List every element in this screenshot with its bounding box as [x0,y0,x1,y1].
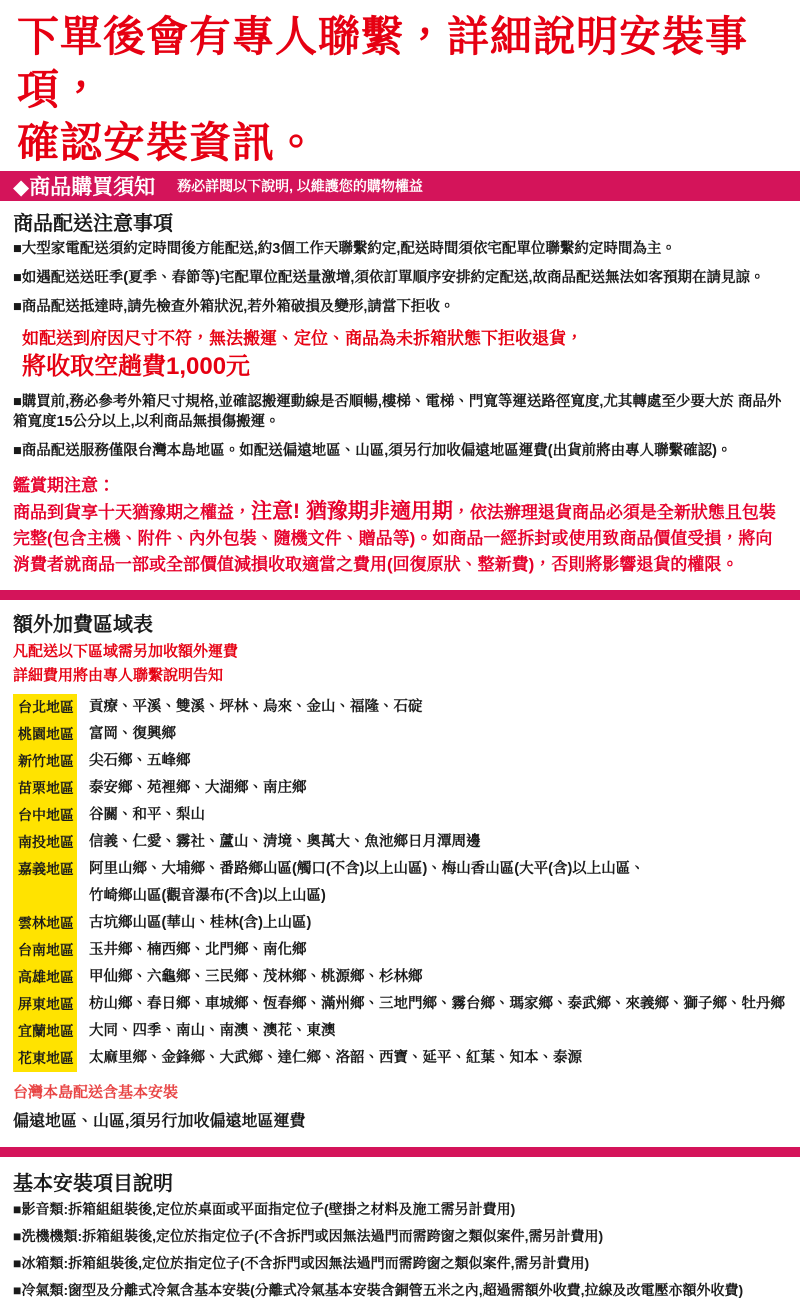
install-bullet: ■影音類:拆箱組組裝後,定位於桌面或平面指定位子(壁掛之材料及施工需另計費用) [13,1201,516,1217]
purchase-notice-banner [0,171,800,201]
region-districts-line: 玉井鄉、楠西鄉、北門鄉、南化鄉 [89,942,307,958]
region-districts-line: 大同、四季、南山、南澳、澳花、東澳 [89,1023,336,1039]
appreciation-period-title: 鑑賞期注意： [13,476,115,495]
region-row [13,991,787,1018]
region-label: 台北地區 [13,694,77,721]
region-districts-line: 甲仙鄉、六龜鄉、三民鄉、茂林鄉、桃源鄉、杉林鄉 [89,969,423,985]
region-row [13,802,787,829]
delivery-notes-section [0,211,800,578]
region-districts [77,856,787,910]
extra-fee-regions-section [0,612,800,1133]
regions-section-heading: 額外加費區域表 [13,614,153,636]
region-label: 台中地區 [13,802,77,829]
region-districts [77,802,787,829]
region-districts-line: 富岡、復興鄉 [89,726,176,742]
size-warning [22,326,787,382]
delivery-bullet: ■如遇配送送旺季(夏季、春節等)宅配單位配送量激增,須依訂單順序安排約定配送,故商品配送無法如客預期在請見諒。 [13,270,765,286]
region-districts [77,937,787,964]
region-districts-line: 貢療、平溪、雙溪、坪林、烏來、金山、福隆、石碇 [89,699,423,715]
region-label: 宜蘭地區 [13,1018,77,1045]
delivery-bullet: ■商品配送服務僅限台灣本島地區。如配送偏遠地區、山區,須另行加收偏遠地區運費(出貨前將由專人聯繫確認)。 [13,443,732,459]
region-row [13,937,787,964]
notice-text-after: ，依法辦理退貨商品必須是全新狀態且包裝完整(包含主機、附件、內外包裝、隨機文件、贈品等)。如商品一經拆封或使用致商品價值受損，將向消費者就商品一部或全部價值減損收取適當之費用(回復原狀、整新費)，否則將影響退貨的權限。 [13,503,776,574]
delivery-bullet: ■商品配送抵達時,請先檢查外箱狀況,若外箱破損及變形,請當下拒收。 [13,299,455,315]
region-row [13,694,787,721]
region-districts [77,829,787,856]
delivery-bullet: ■購買前,務必參考外箱尺寸規格,並確認搬運動線是否順暢,樓梯、電梯、門寬等運送路徑寬度,尤其轉處至少要大於 商品外箱寬度15公分以上,以利商品無損傷搬運。 [13,394,782,430]
banner-subtitle: 務必詳閱以下說明, 以維護您的購物權益 [177,178,423,194]
region-table [13,694,787,1072]
page-title [0,0,800,169]
region-label: 嘉義地區 [13,856,77,910]
delivery-bullet: ■大型家電配送須約定時間後方能配送,約3個工作天聯繫約定,配送時間須依宅配單位聯繫約定時間為主。 [13,241,676,257]
empty-trip-fee-text: 將收取空趟費1,000元 [22,353,251,380]
basic-install-section [0,1171,800,1300]
page-title-line1: 下單後會有專人聯繫，詳細說明安裝事項， [17,13,749,113]
delivery-bullets-bottom [13,392,787,461]
region-districts [77,964,787,991]
region-districts [77,775,787,802]
install-bullet: ■洗機機類:拆箱組裝後,定位於指定位子(不含拆門或因無法過門而需跨窗之類似案件,需另計費用) [13,1228,604,1244]
region-label: 花東地區 [13,1045,77,1072]
region-districts [77,721,787,748]
install-bullet: ■冷氣類:窗型及分離式冷氣含基本安裝(分離式冷氣基本安裝含銅管五米之內,超過需額外收費,拉線及改電壓亦額外收費) [13,1282,744,1298]
region-label: 屏東地區 [13,991,77,1018]
region-label: 苗栗地區 [13,775,77,802]
region-districts-line: 信義、仁愛、霧社、蘆山、清境、奧萬大、魚池鄉日月潭周邊 [89,834,481,850]
install-section-heading: 基本安裝項目說明 [13,1173,173,1195]
region-label: 南投地區 [13,829,77,856]
region-label: 桃園地區 [13,721,77,748]
region-row [13,829,787,856]
region-label: 高雄地區 [13,964,77,991]
region-row [13,910,787,937]
region-districts-line: 泰安鄉、苑裡鄉、大湖鄉、南庄鄉 [89,780,307,796]
region-row [13,775,787,802]
region-row [13,856,787,910]
appreciation-period-notice [13,473,787,578]
region-districts-line: 阿里山鄉、大埔鄉、番路鄉山區(觸口(不含)以上山區)、梅山香山區(大平(含)以上山區、 [89,861,645,877]
region-row [13,721,787,748]
region-districts [77,1018,787,1045]
region-districts-line: 尖石鄉、五峰鄉 [89,753,191,769]
regions-red-notes [13,640,787,688]
region-districts [77,694,787,721]
region-districts [77,748,787,775]
delivery-section-heading: 商品配送注意事項 [13,213,173,235]
install-bullet: ■冰箱類:拆箱組裝後,定位於指定位子(不含拆門或因無法過門而需跨窗之類似案件,需另計費用) [13,1255,590,1271]
region-label: 雲林地區 [13,910,77,937]
regions-note-1: 凡配送以下區域需另加收額外運費 [13,643,239,660]
island-install-note: 台灣本島配送含基本安裝 [13,1084,179,1101]
region-districts [77,910,787,937]
section-divider [0,1147,800,1157]
remote-area-note: 偏遠地區、山區,須另行加收偏遠地區運費 [13,1113,306,1130]
region-districts [77,991,787,1018]
page-title-line2: 確認安裝資訊。 [17,119,319,166]
region-row [13,1045,787,1072]
region-label: 台南地區 [13,937,77,964]
delivery-bullets-top [13,239,787,317]
appreciation-period-text [13,499,787,578]
region-districts-line: 枋山鄉、春日鄉、車城鄉、恆春鄉、滿州鄉、三地門鄉、霧台鄉、瑪家鄉、泰武鄉、來義鄉、獅子鄉、牡丹鄉 [89,996,785,1012]
region-label: 新竹地區 [13,748,77,775]
region-districts-line: 竹崎鄉山區(觀音瀑布(不含)以上山區) [89,888,326,904]
install-bullets [13,1199,787,1300]
region-districts-line: 太麻里鄉、金鋒鄉、大武鄉、達仁鄉、洛韶、西寶、延平、紅葉、知本、泰源 [89,1050,582,1066]
size-warning-line1: 如配送到府因尺寸不符，無法搬運、定位、商品為未拆箱狀態下拒收退貨， [22,329,583,348]
regions-note-2: 詳細費用將由專人聯繫說明告知 [13,667,224,684]
region-row [13,964,787,991]
region-row [13,748,787,775]
region-row [13,1018,787,1045]
region-districts-line: 谷關、和平、梨山 [89,807,205,823]
section-divider [0,590,800,600]
region-districts [77,1045,787,1072]
notice-text-emphasis: 注意! 猶豫期非適用期 [251,500,453,523]
notice-text-before: 商品到貨享十天猶豫期之權益， [13,503,251,522]
region-districts-line: 古坑鄉山區(華山、桂林(含)上山區) [89,915,312,931]
banner-title: ◆商品購買須知 [13,176,156,199]
